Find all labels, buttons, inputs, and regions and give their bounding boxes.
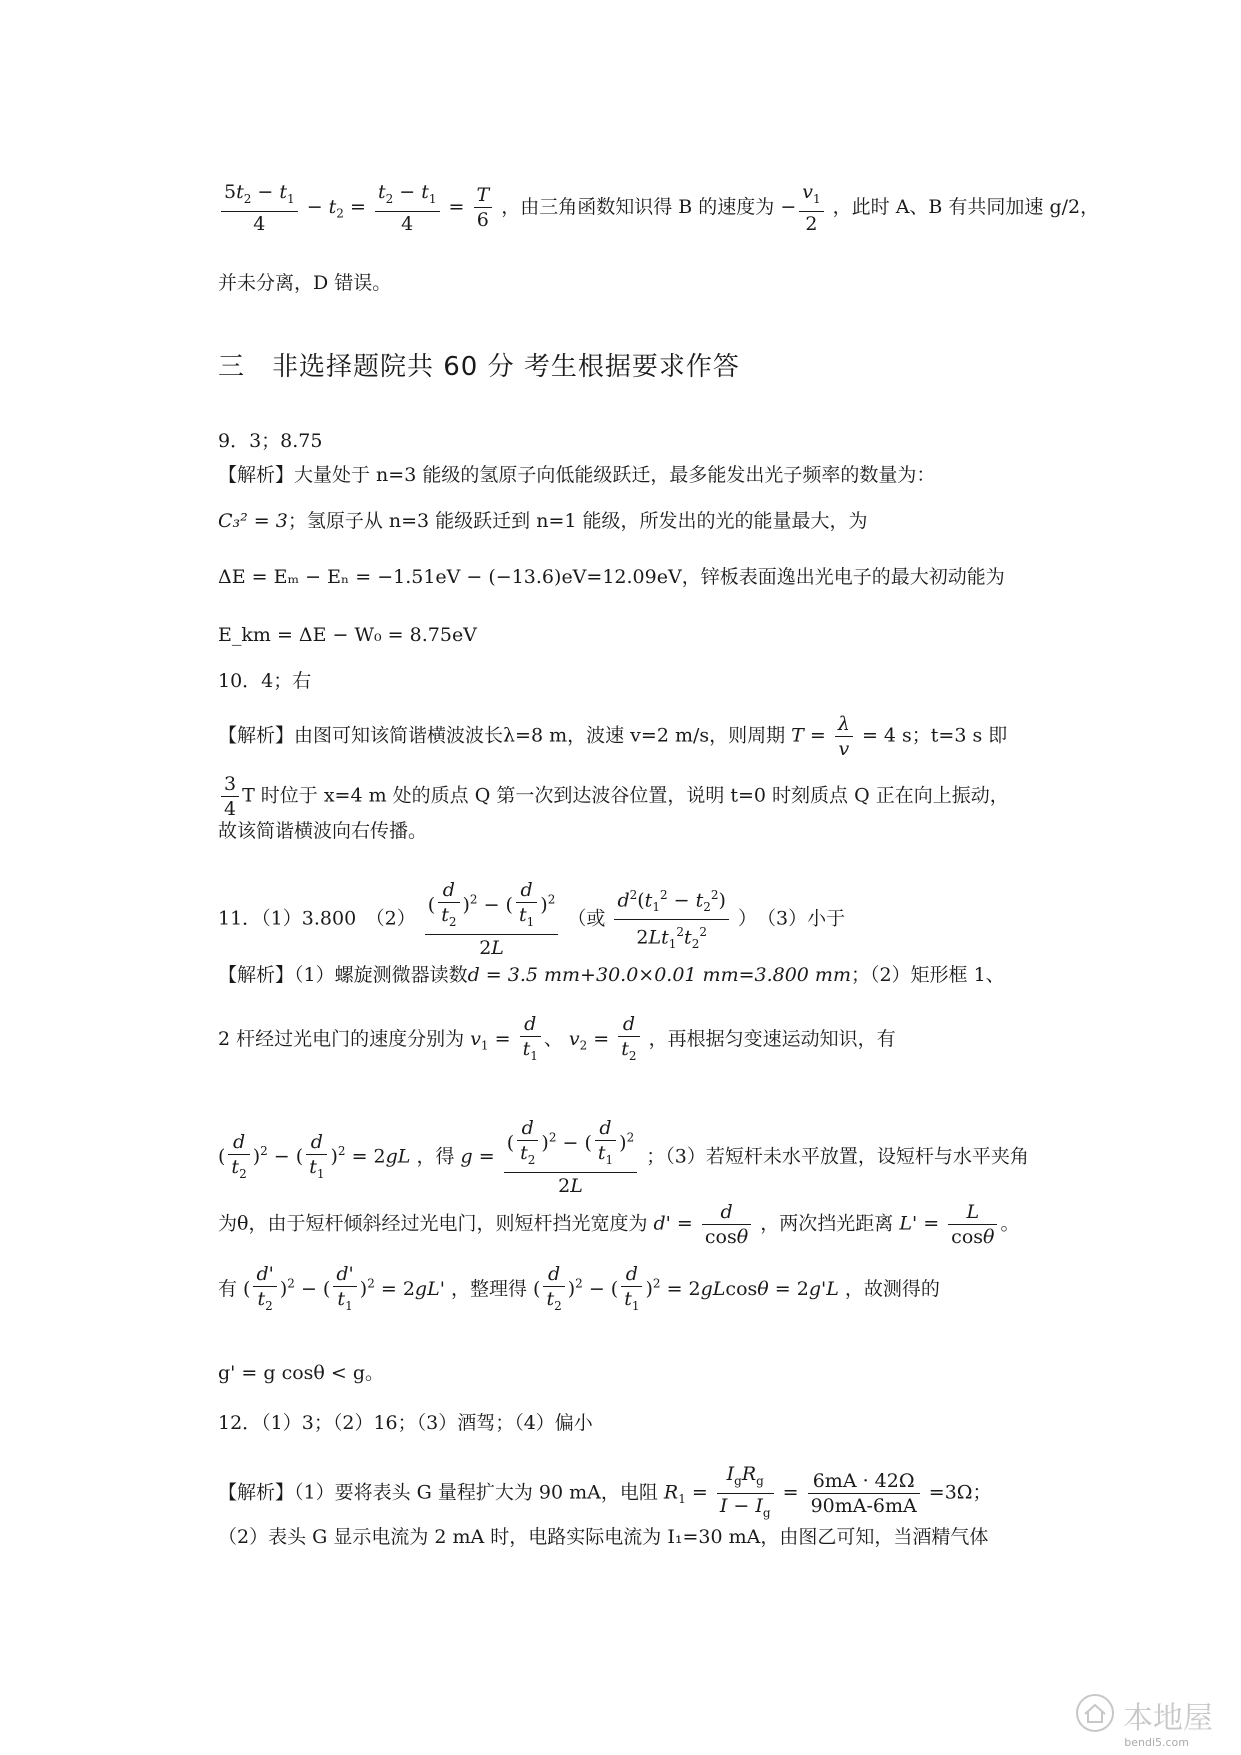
analysis-tag: 【解析】 xyxy=(218,724,295,747)
q11-answer: 11．（1）3.800 （2） ( $\frac{d}{t_2}$ )$^2$ − ( $\frac{d}{t_1}$ )$^2$ 2L （或 $\frac{d^2(t_1^2 - t_2^2)}{2Lt_1^2t_2^2}$ ） （3）小于 xyxy=(218,879,846,959)
top-text-1: ，由三角函数知识得 B 的速度为 xyxy=(501,195,775,218)
q10-line-3: 故该简谐横波向右传播。 xyxy=(218,820,428,842)
q9-line-3: ΔE = Eₘ − Eₙ = −1.51eV − (−13.6)eV=12.09eV，锌板表面逸出光电子的最大初动能为 xyxy=(218,566,1005,588)
q11-line-3: ( $\frac{d}{t_2}$ )$^2$ − ( $\frac{d}{t_1}$ )$^2$ = 2gL ，得 g = ( $\frac{d}{t_2}$ )$^2$ − ( $\frac{d}{t_1}$ )$^2$ 2L ；（3）若短杆未水平放置，设短杆与水平夹角 xyxy=(218,1117,1029,1197)
q11-line-6: g' = g cosθ < g。 xyxy=(218,1362,385,1384)
q10-line-2: $\frac{3}{4}$ T 时位于 x=4 m 处的质点 Q 第一次到达波谷位置，说明 t=0 时刻质点 Q 正在向上振动， xyxy=(218,772,1009,821)
q11-line-2: 2 杆经过光电门的速度分别为 $v_1$ = $\frac{d}{t_1}$ 、 $v_2$ = $\frac{d}{t_2}$ ，再根据匀变速运动知识，有 xyxy=(218,1013,896,1063)
house-icon xyxy=(1075,1693,1115,1737)
q9-line-4: E_km = ΔE − W₀ = 8.75eV xyxy=(218,624,477,646)
q12-answer: 12．（1）3；（2）16；（3）酒驾；（4）偏小 xyxy=(218,1412,593,1434)
watermark xyxy=(1075,1693,1213,1737)
analysis-tag: 【解析】 xyxy=(218,1481,295,1504)
q11-line-4: 为θ，由于短杆倾斜经过光电门，则短杆挡光宽度为 d' = $\frac{d}{\cos\theta}$ ，两次挡光距离 L' = $\frac{L}{\cos\theta}$ 。 xyxy=(218,1201,1020,1248)
top-equation-line: $\frac{5t_2 - t_1}{4}$ − $t_2$ = $\frac{t_2 - t_1}{4}$ = $\frac{T}{6}$ ，由三角函数知识得 B 的速度为 − $\frac{v_1}{2}$ ，此时 A、B 有共同加速 g/2， xyxy=(218,180,1099,236)
q10-answer: 10．4；右 xyxy=(218,670,312,692)
q11-line-5: 有 ( $\frac{d'}{t_2}$ )$^2$ − ( $\frac{d'}{t_1}$ )$^2$ = 2gL' ，整理得 ( $\frac{d}{t_2}$ )$^2$ − ( $\frac{d}{t_1}$ )$^2$ = 2gLcosθ = 2g'L ，故测得的 xyxy=(218,1263,940,1313)
analysis-tag: 【解析】 xyxy=(218,464,295,486)
watermark-sub: bendi5.com xyxy=(1124,1736,1189,1749)
q9-line-1: 【解析】大量处于 n=3 能级的氢原子向低能级跃迁，最多能发出光子频率的数量为： xyxy=(218,464,936,486)
q9-line-2: C₃² = 3；氢原子从 n=3 能级跃迁到 n=1 能级，所发出的光的能量最大，为 xyxy=(218,510,868,532)
q10-line-1: 【解析】由图可知该简谐横波波长λ=8 m，波速 v=2 m/s，则周期 T = $\frac{\lambda}{v}$ = 4 s；t=3 s 即 xyxy=(218,713,1008,760)
q9-answer: 9．3；8.75 xyxy=(218,430,323,452)
section-heading: 三 非选择题院共 60 分 考生根据要求作答 xyxy=(218,352,740,382)
q12-line-1: 【解析】（1）要将表头 G 量程扩大为 90 mA，电阻 $R_1$ = $\frac{I_gR_g}{I - I_g}$ = $\frac{6mA \cdot 42\Omega}{90mA-6mA}$ =3Ω； xyxy=(218,1463,992,1520)
q11-line-1: 【解析】（1）螺旋测微器读数d = 3.5 mm+30.0×0.01 mm=3.800 mm；（2）矩形框 1、 xyxy=(218,964,1005,986)
top-line-2: 并未分离，D 错误。 xyxy=(218,272,392,294)
watermark-text: 本地屋 xyxy=(1123,1701,1213,1736)
analysis-tag: 【解析】 xyxy=(218,964,295,986)
top-text-2: ，此时 A、B 有共同加速 g/2， xyxy=(832,195,1100,218)
q12-line-2: （2）表头 G 显示电流为 2 mA 时，电路实际电流为 I₁=30 mA，由图乙可知，当酒精气体 xyxy=(218,1526,989,1548)
